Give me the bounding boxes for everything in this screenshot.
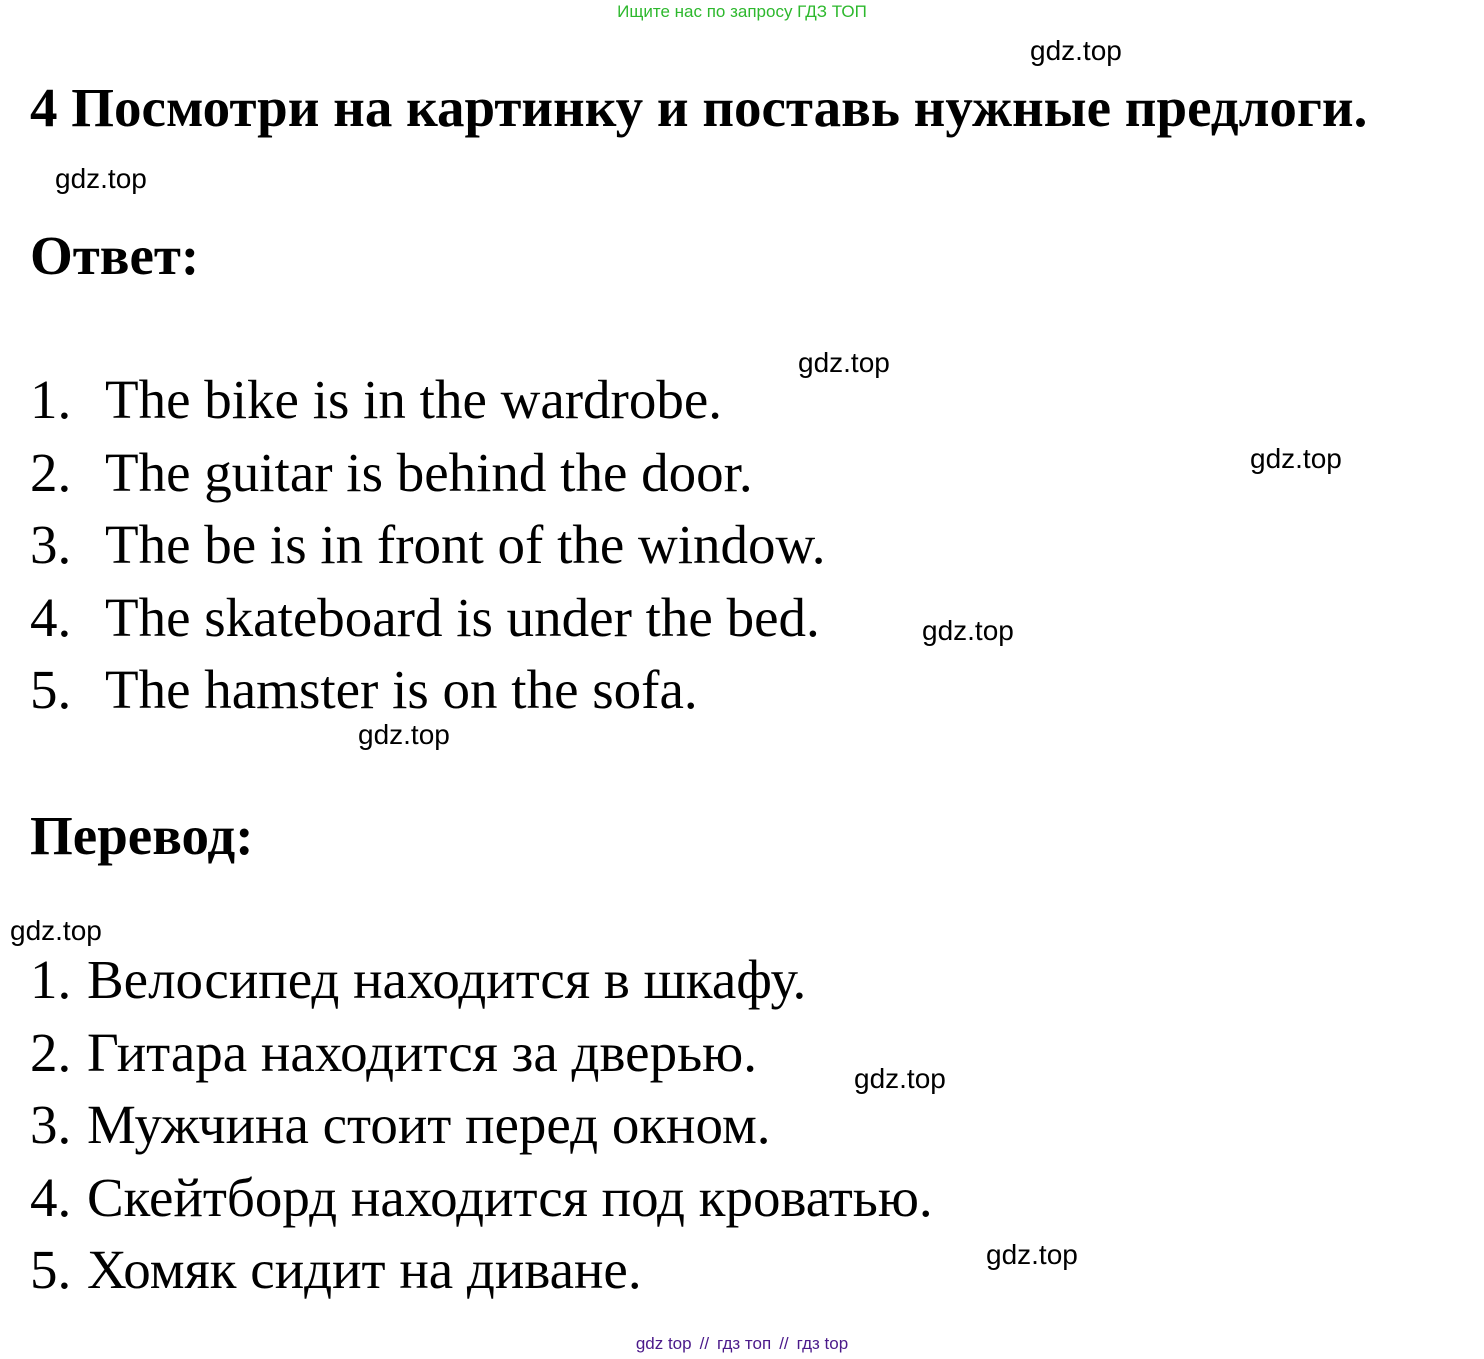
list-item [30,1164,933,1237]
item-number: 3. [30,1094,72,1155]
watermark: gdz.top [10,915,102,946]
watermark: gdz.top [922,615,1014,646]
list-item [30,946,933,1019]
item-number: 4. [30,1166,72,1228]
list-item [30,656,825,729]
item-number: 1. [30,949,72,1010]
translation-heading: Перевод: [30,805,254,866]
answer-text: The be is in front of the window. [105,514,826,575]
watermark: gdz.top [55,163,147,194]
answer-text: The skateboard is under the bed. [105,586,820,648]
watermark: gdz.top [854,1063,946,1094]
translation-text: Мужчина стоит перед окном. [87,1094,771,1155]
search-banner[interactable]: Ищите нас по запросу ГДЗ ТОП [617,2,867,21]
translation-text: Скейтборд находится под кроватью. [87,1166,933,1228]
answer-text: The hamster is on the sofa. [105,659,698,720]
item-number: 1. [30,369,72,430]
item-number: 4. [30,586,72,648]
answer-text: The bike is in the wardrobe. [105,369,723,430]
item-number: 3. [30,514,72,575]
translation-list [30,946,933,1309]
list-item [30,1019,933,1092]
answer-text: The guitar is behind the door. [105,441,753,503]
list-item [30,1091,933,1164]
watermark: gdz.top [358,719,450,750]
footer-separator: // [699,1334,710,1353]
item-number: 2. [30,1021,72,1083]
footer-link[interactable]: gdz top [635,1334,692,1353]
answer-heading: Ответ: [30,225,200,286]
item-number: 5. [30,1239,72,1300]
translation-text: Гитара находится за дверью. [87,1021,758,1083]
answer-list [30,366,825,729]
footer-separator: // [779,1334,789,1353]
footer [0,1334,1484,1354]
list-item [30,366,825,439]
list-item [30,584,825,657]
translation-text: Хомяк сидит на диване. [87,1239,642,1300]
watermark: gdz.top [986,1239,1078,1270]
watermark: gdz.top [798,347,890,378]
footer-link[interactable]: гдз топ [717,1334,772,1353]
item-number: 2. [30,441,72,503]
footer-link[interactable]: гдз top [796,1334,849,1353]
list-item [30,439,825,512]
exercise-title: 4 Посмотри на картинку и поставь нужные предлоги. [30,77,1368,138]
translation-text: Велосипед находится в шкафу. [87,949,807,1010]
watermark: gdz.top [1250,443,1342,474]
list-item [30,1236,933,1309]
item-number: 5. [30,659,72,720]
watermark: gdz.top [1030,35,1122,66]
list-item [30,511,825,584]
